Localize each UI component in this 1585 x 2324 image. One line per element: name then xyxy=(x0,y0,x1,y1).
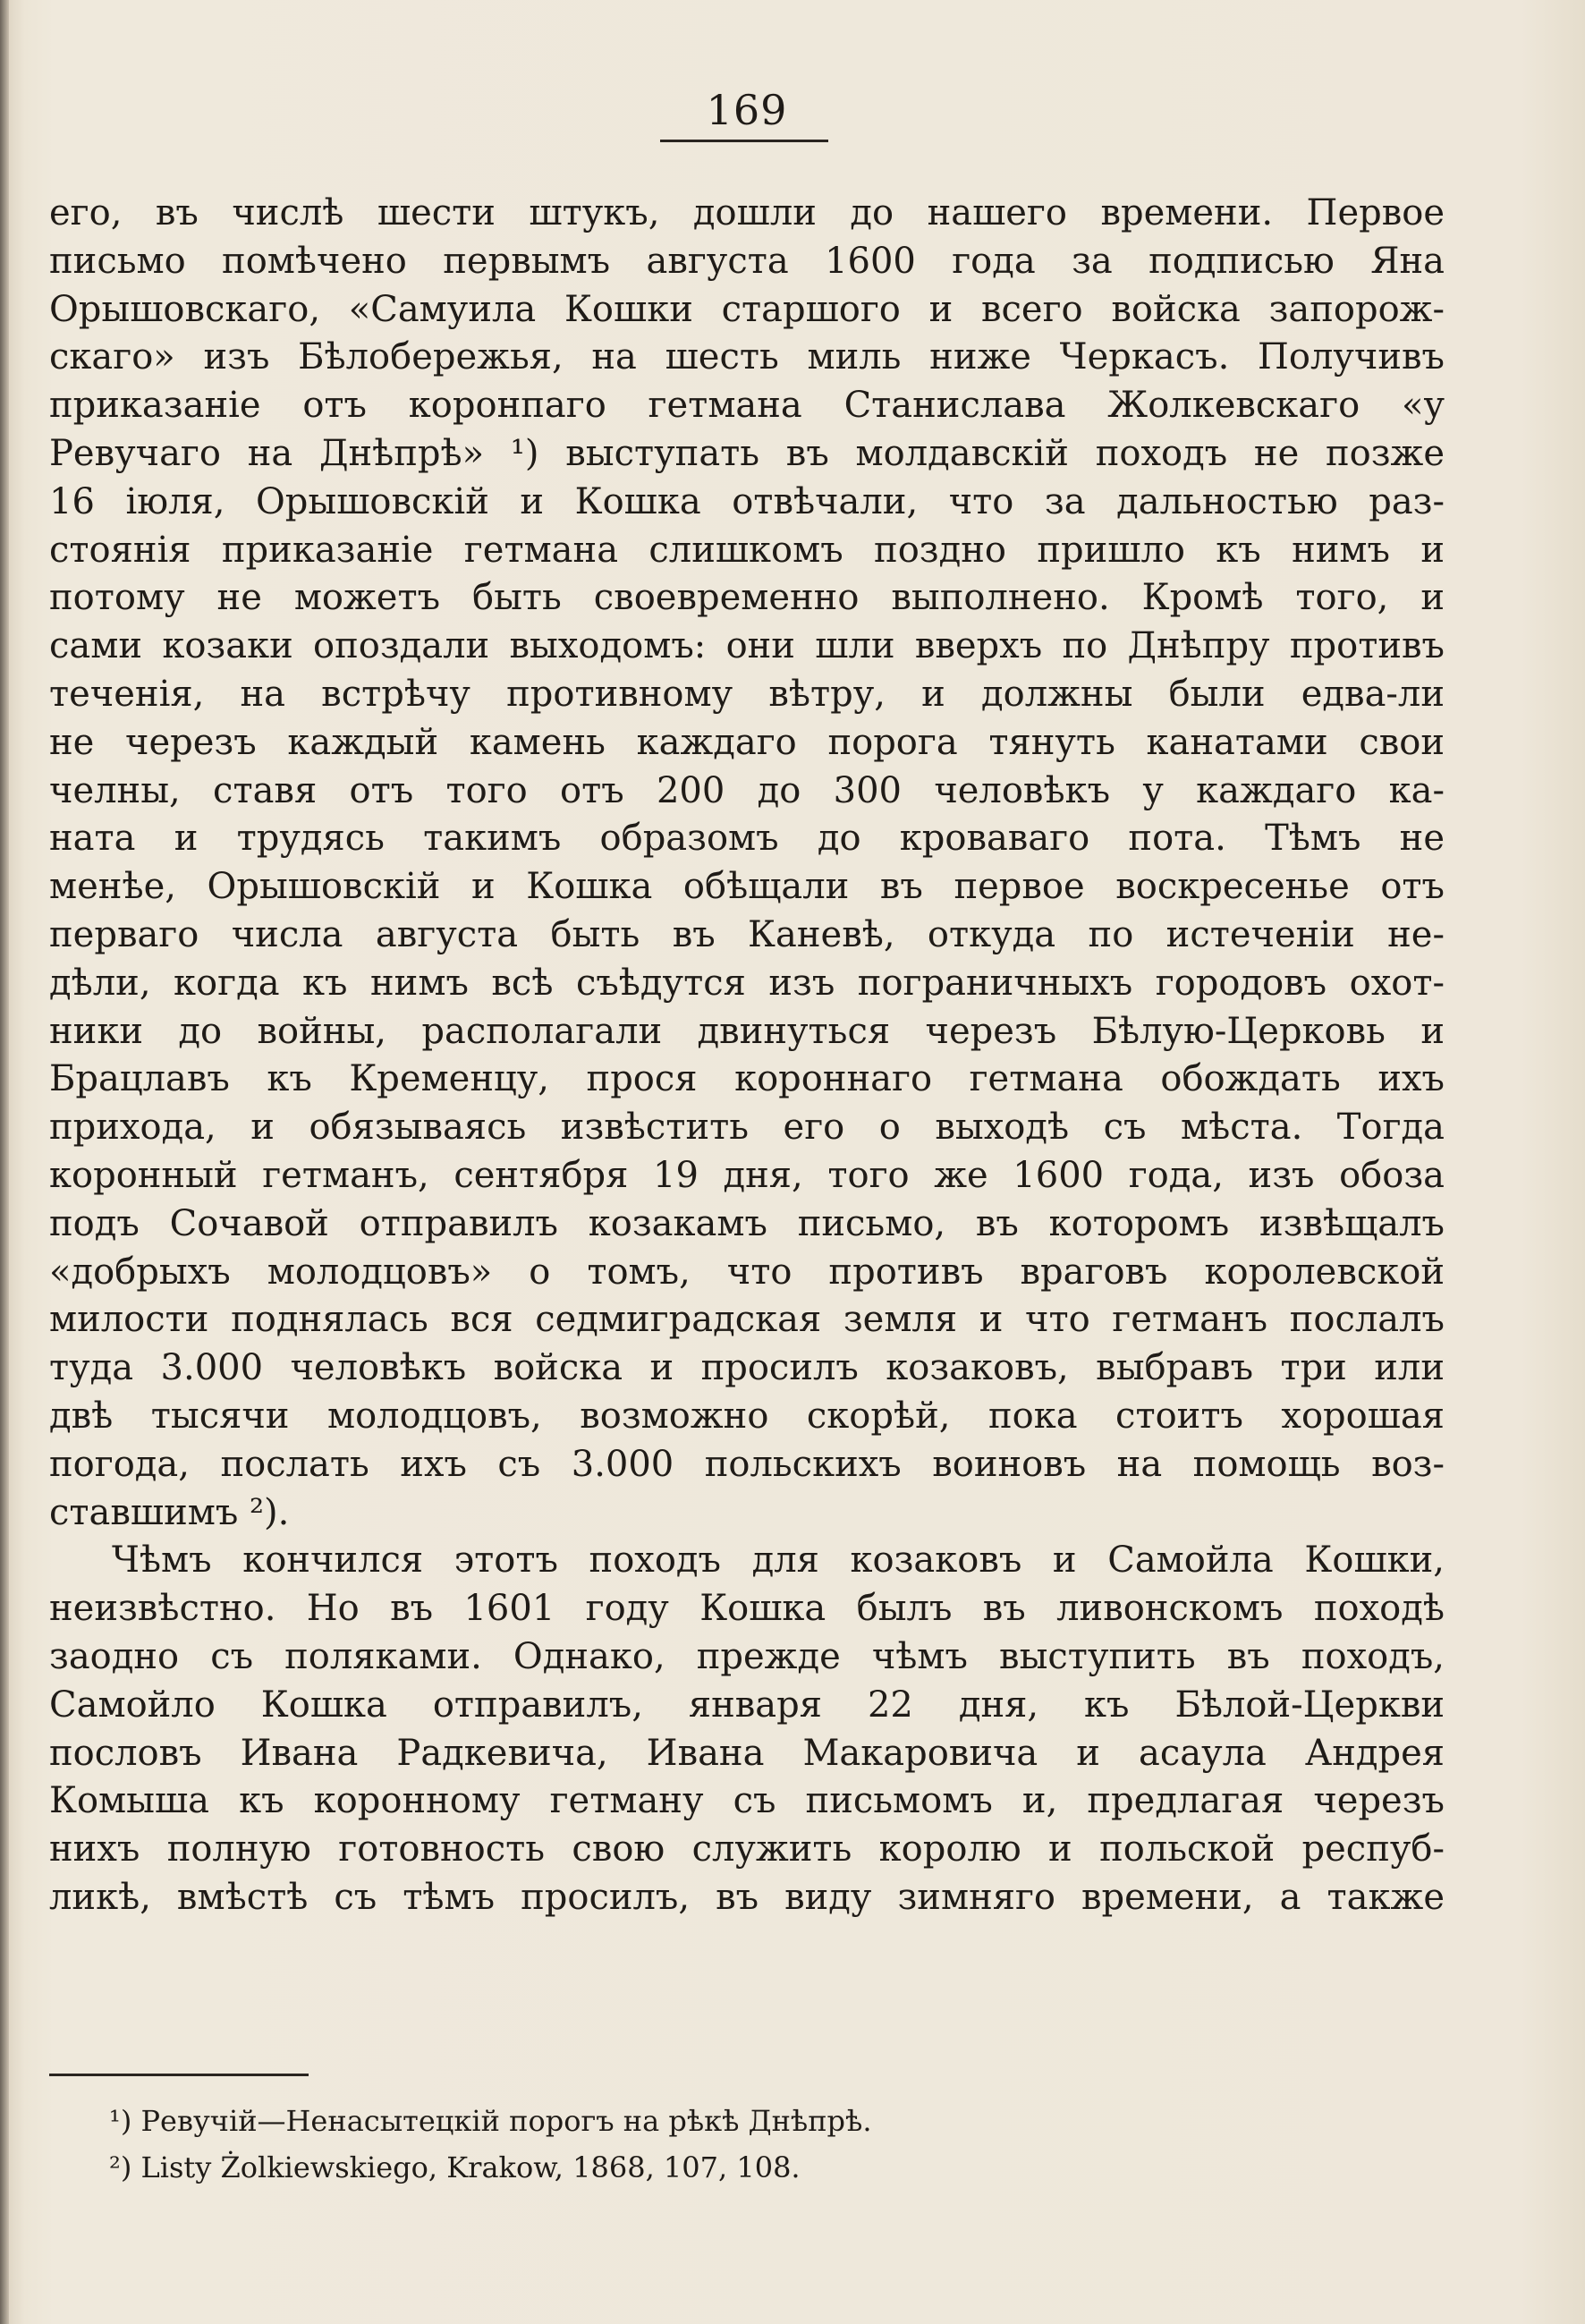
text-line: коронный гетманъ, сентября 19 дня, того же 1600 года, изъ обоза xyxy=(49,1154,1445,1196)
text-line: Самойло Кошка отправилъ, января 22 дня, къ Бѣлой-Церкви xyxy=(49,1684,1445,1726)
paragraph-2 xyxy=(49,1537,1445,1921)
text-line: Комыша къ коронному гетману съ письмомъ и, предлагая черезъ xyxy=(49,1780,1445,1822)
text-line: Чѣмъ кончился этотъ походъ для козаковъ и Самойла Кошки, xyxy=(112,1539,1445,1582)
text-line: челны, ставя отъ того отъ 200 до 300 человѣкъ у каждаго ка- xyxy=(49,769,1445,811)
body-text xyxy=(49,190,1445,1922)
text-line: сами козаки опоздали выходомъ: они шли вверхъ по Днѣпру противъ xyxy=(49,625,1445,667)
text-line: приказаніе отъ коронпаго гетмана Станислава Жолкевскаго «у xyxy=(49,385,1445,427)
text-line: туда 3.000 человѣкъ войска и просилъ козаковъ, выбравъ три или xyxy=(49,1347,1445,1389)
text-line: ники до войны, располагали двинуться черезъ Бѣлую-Церковь и xyxy=(49,1010,1445,1052)
text-line: письмо помѣчено первымъ августа 1600 года за подписью Яна xyxy=(49,240,1445,282)
text-line: пословъ Ивана Радкевича, Ивана Макаровича и асаула Андрея xyxy=(49,1732,1445,1774)
text-line: неизвѣстно. Но въ 1601 году Кошка былъ въ ливонскомъ походѣ xyxy=(49,1588,1445,1630)
text-line: не черезъ каждый камень каждаго порога тянуть канатами свои xyxy=(49,721,1445,763)
text-line: дѣли, когда къ нимъ всѣ съѣдутся изъ пограничныхъ городовъ охот- xyxy=(49,962,1445,1004)
text-line: 16 іюля, Орышовскій и Кошка отвѣчали, что за дальностью раз- xyxy=(49,480,1445,522)
footnotes xyxy=(109,2098,1272,2191)
text-line: стоянія приказаніе гетмана слишкомъ поздно пришло къ нимъ и xyxy=(49,529,1445,571)
page-number-rule xyxy=(660,140,828,142)
text-line: двѣ тысячи молодцовъ, возможно скорѣй, пока стоитъ хорошая xyxy=(49,1395,1445,1437)
text-line: ната и трудясь такимъ образомъ до кроваваго пота. Тѣмъ не xyxy=(49,818,1445,860)
footnote-rule xyxy=(49,2074,309,2076)
text-line: ставшимъ ²). xyxy=(49,1491,290,1533)
text-line: потому не можетъ быть своевременно выполнено. Кромѣ того, и xyxy=(49,577,1445,619)
text-line: его, въ числѣ шести штукъ, дошли до нашего времени. Первое xyxy=(49,192,1445,233)
text-line: Орышовскаго, «Самуила Кошки старшого и всего войска запорож- xyxy=(49,288,1445,330)
text-line: ликѣ, вмѣстѣ съ тѣмъ просилъ, въ виду зимняго времени, а также xyxy=(49,1876,1445,1918)
text-line: теченія, на встрѣчу противному вѣтру, и должны были едва-ли xyxy=(49,673,1445,715)
text-line: подъ Сочавой отправилъ козакамъ письмо, въ которомъ извѣщалъ xyxy=(49,1202,1445,1244)
text-line: прихода, и обязываясь извѣстить его о выходѣ съ мѣста. Тогда xyxy=(49,1107,1445,1149)
text-line: «добрыхъ молодцовъ» о томъ, что противъ враговъ королевской xyxy=(49,1251,1445,1293)
text-line: Ревучаго на Днѣпрѣ» ¹) выступать въ молдавскій походъ не позже xyxy=(49,432,1445,474)
text-line: погода, послать ихъ съ 3.000 польскихъ воиновъ на помощь воз- xyxy=(49,1443,1445,1485)
text-line: Брацлавъ къ Кременцу, прося короннаго гетмана обождать ихъ xyxy=(49,1058,1445,1100)
paragraph-1 xyxy=(49,190,1445,1537)
text-line: перваго числа августа быть въ Каневѣ, откуда по истеченіи не- xyxy=(49,913,1445,955)
page-number: 169 xyxy=(706,86,788,134)
footnote-1: ¹) Ревучій—Ненасытецкій порогъ на рѣкѣ Днѣпрѣ. xyxy=(109,2104,872,2138)
text-line: менѣе, Орышовскій и Кошка обѣщали въ первое воскресенье отъ xyxy=(49,866,1445,908)
footnote-2: ²) Listy Żolkiewskiego, Krakow, 1868, 107, 108. xyxy=(109,2150,801,2184)
text-line: милости поднялась вся седмиградская земля и что гетманъ послалъ xyxy=(49,1299,1445,1341)
text-line: нихъ полную готовность свою служить королю и польской респуб- xyxy=(49,1828,1445,1870)
page-binding-shadow xyxy=(0,0,9,2324)
text-line: заодно съ поляками. Однако, прежде чѣмъ выступить въ походъ, xyxy=(49,1635,1445,1677)
text-line: скаго» изъ Бѣлобережья, на шесть миль ниже Черкасъ. Получивъ xyxy=(49,336,1445,378)
